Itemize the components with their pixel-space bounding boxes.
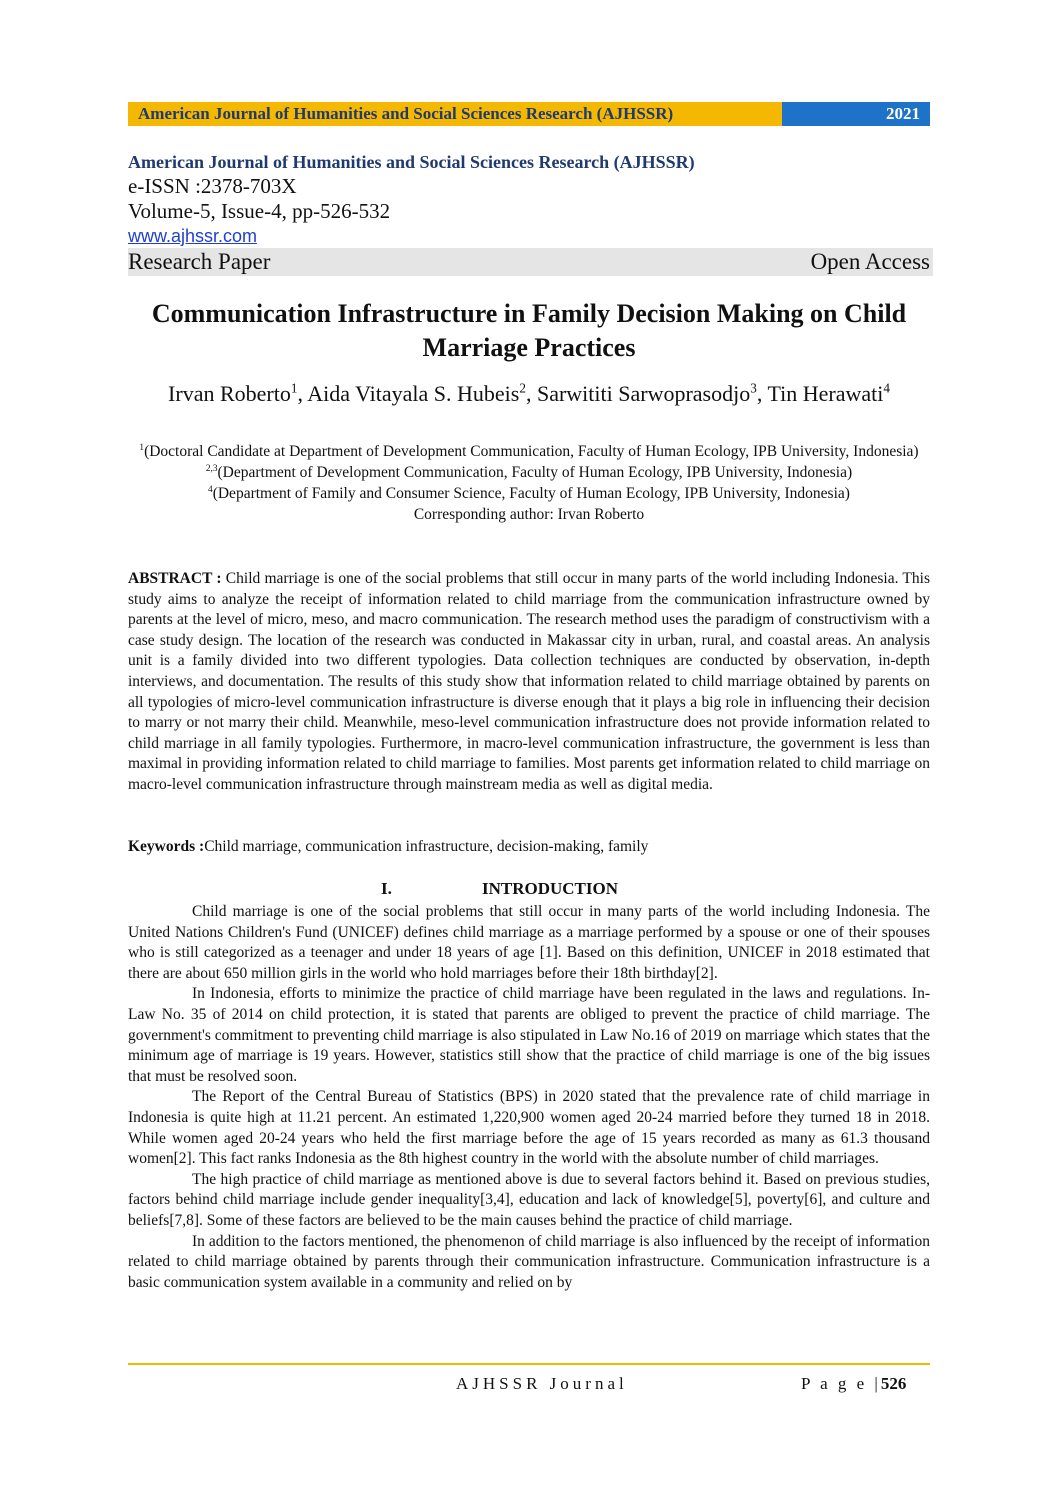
issn: e-ISSN :2378-703X	[128, 174, 297, 198]
affiliation-line	[128, 441, 930, 462]
affiliation-sup: 4	[208, 484, 213, 495]
footer-journal: AJHSSR Journal	[456, 1374, 628, 1393]
author-sup: 2	[519, 380, 526, 396]
affiliation-text: (Doctoral Candidate at Department of Development Communication, Faculty of Human Ecology, IPB University, Indonesia)	[144, 443, 919, 460]
abstract	[128, 569, 930, 796]
journal-info	[128, 150, 933, 276]
paragraph: In Indonesia, efforts to minimize the practice of child marriage have been regulated in the laws and regulations. In-Law No. 35 of 2014 on child protection, it is stated that parents are obliged to prevent the practice of child marriage. The government's commitment to preventing child marriage is also stipulated in Law No.16 of 2019 on marriage which states that the minimum age of marriage is 19 years. However, statistics still show that the practice of child marriage is one of the big issues that must be resolved soon.	[128, 985, 930, 1085]
section-number: I.	[381, 879, 392, 898]
author-name: Tin Herawati	[767, 381, 884, 406]
volume-issue: Volume-5, Issue-4, pp-526-532	[128, 199, 391, 223]
access-type: Open Access	[810, 249, 930, 274]
author-name: Aida Vitayala S. Hubeis	[307, 381, 520, 406]
affiliation-sup: 2,3	[205, 463, 218, 474]
page-label: P a g e |	[801, 1374, 881, 1393]
affiliation-sup: 1	[139, 442, 145, 453]
abstract-label: ABSTRACT :	[128, 570, 226, 587]
author-list: Irvan Roberto$^1$, Aida Vitayala S. Hubeis$^2$, Sarwititi Sarwoprasodjo$^3$, Tin Herawati$^4$	[168, 380, 890, 406]
paper-type-bar	[128, 248, 933, 276]
affiliations	[128, 441, 930, 525]
paragraph: Child marriage is one of the social problems that still occur in many parts of the world including Indonesia. The United Nations Children's Fund (UNICEF) defines child marriage as a marriage performed by a spouse or one of their spouses who is still categorized as a teenager and under 18 years of age [1]. Based on this definition, UNICEF in 2018 estimated that there are about 650 million girls in the world who hold marriages before their 18th birthday[2].	[128, 903, 930, 982]
keywords-text: Child marriage, communication infrastructure, decision-making, family	[204, 838, 649, 855]
abstract-text: Child marriage is one of the social problems that still occur in many parts of the world including Indonesia. This study aims to analyze the receipt of information related to child marriage from the communication infrastructure owned by parents at the level of micro, meso, and macro communication. The research method uses the paradigm of constructivism with a case study design. The location of the research was conducted in Makassar city in urban, rural, and coastal areas. An analysis unit is a family divided into two different typologies. Data collection techniques are conducted by observation, in-depth interviews, and documentation. The results of this study show that information related to child marriage obtained by parents on all typologies of micro-level communication infrastructure is diverse enough that it plays a big role in influencing their decision to marry or not marry their child. Meanwhile, meso-level communication infrastructure does not provide information related to child marriage in all family typologies. Furthermore, in macro-level communication infrastructure, the government is less than maximal in providing information related to child marriage to families. Most parents get information related to child marriage on macro-level communication infrastructure through mainstream media as well as digital media.	[128, 570, 930, 793]
author-sup: 1	[290, 380, 298, 396]
corresponding-author: Corresponding author: Irvan Roberto	[413, 506, 645, 523]
affiliation-line	[128, 462, 930, 483]
introduction-body	[128, 902, 930, 1293]
paper-title: Communication Infrastructure in Family Decision Making on Child Marriage Practices	[151, 299, 907, 362]
affiliation-line	[128, 483, 930, 504]
affiliation-text: (Department of Development Communication, Faculty of Human Ecology, IPB University, Indonesia)	[217, 464, 853, 481]
keywords	[128, 837, 930, 858]
banner-journal-name: American Journal of Humanities and Social Sciences Research (AJHSSR)	[128, 102, 782, 126]
footer-divider	[128, 1363, 930, 1365]
author-name: Irvan Roberto	[168, 381, 291, 406]
banner-year: 2021	[782, 102, 930, 126]
journal-banner	[128, 102, 930, 126]
paragraph: In addition to the factors mentioned, the phenomenon of child marriage is also influenced by the receipt of information related to child marriage obtained by parents through their communication infrastructure. Communication infrastructure is a basic communication system available in a community and relied on by	[128, 1232, 930, 1291]
paper-type: Research Paper	[128, 249, 271, 274]
paragraph: The high practice of child marriage as mentioned above is due to several factors behind it. Based on previous studies, factors behind child marriage include gender inequality[3,4], education and lack of knowledge[5], poverty[6], and culture and beliefs[7,8]. Some of these factors are believed to be the main causes behind the practice of child marriage.	[128, 1170, 930, 1229]
page-number: 526	[880, 1374, 907, 1393]
section-title: INTRODUCTION	[482, 879, 619, 898]
author-name: Sarwititi Sarwoprasodjo	[536, 381, 751, 406]
paragraph: The Report of the Central Bureau of Statistics (BPS) in 2020 stated that the prevalence rate of child marriage in Indonesia is quite high at 11.21 percent. An estimated 1,220,900 women aged 20-24 married before they turned 18 in 2018. While women aged 20-24 years who held the first marriage before the age of 15 years recorded as many as 61.3 thousand women[2]. This fact ranks Indonesia as the 8th highest country in the world with the absolute number of child marriages.	[128, 1088, 930, 1168]
footer-page	[801, 1374, 906, 1394]
journal-name: American Journal of Humanities and Social Sciences Research (AJHSSR)	[128, 152, 695, 172]
journal-url-link[interactable]: www.ajhssr.com	[128, 226, 258, 246]
author-sup: 4	[883, 380, 890, 396]
affiliation-text: (Department of Family and Consumer Science, Faculty of Human Ecology, IPB University, Indonesia)	[212, 485, 850, 502]
keywords-label: Keywords :	[128, 838, 205, 855]
author-sup: 3	[750, 380, 757, 396]
